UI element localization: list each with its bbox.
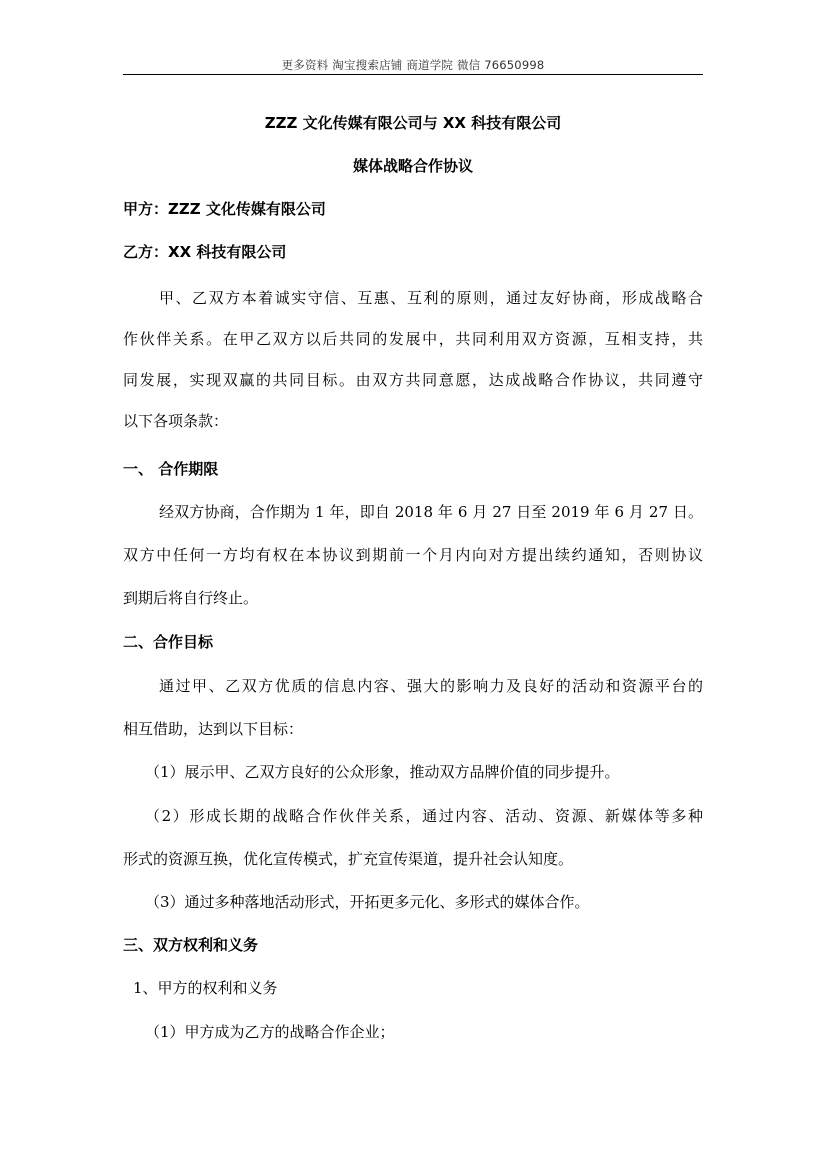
intro-line-1: 甲、乙双方本着诚实守信、互惠、互利的原则，通过友好协商，形成战略合 (159, 289, 703, 307)
party-a: 甲方：ZZZ 文化传媒有限公司 (123, 200, 326, 218)
section-3-heading: 三、双方权利和义务 (123, 936, 259, 954)
goal-2-line-1: （2）形成长期的战略合作伙伴关系，通过内容、活动、资源、新媒体等多种 (145, 807, 703, 825)
section-1-line-1: 经双方协商，合作期为 1 年，即自 2018 年 6 月 27 日至 2019 年 6 月 27 日。 (159, 503, 703, 521)
intro-line-2: 作伙伴关系。在甲乙双方以后共同的发展中，共同利用双方资源，互相支持，共 (123, 330, 703, 348)
goal-3: （3）通过多种落地活动形式，开拓更多元化、多形式的媒体合作。 (145, 893, 590, 911)
section-3-item-1: （1）甲方成为乙方的战略合作企业； (145, 1023, 395, 1041)
section-2-heading: 二、合作目标 (123, 633, 214, 651)
section-1-line-2: 双方中任何一方均有权在本协议到期前一个月内向对方提出续约通知，否则协议 (123, 546, 703, 564)
header-divider (123, 74, 703, 75)
party-b: 乙方：XX 科技有限公司 (123, 243, 287, 261)
intro-line-3: 同发展，实现双赢的共同目标。由双方共同意愿，达成战略合作协议，共同遵守 (123, 371, 703, 389)
section-2-line-1: 通过甲、乙双方优质的信息内容、强大的影响力及良好的活动和资源平台的 (159, 677, 703, 695)
goal-1: （1）展示甲、乙双方良好的公众形象，推动双方品牌价值的同步提升。 (145, 763, 620, 781)
document-title-line1: ZZZ 文化传媒有限公司与 XX 科技有限公司 (264, 114, 562, 132)
section-2-line-2: 相互借助，达到以下目标： (123, 720, 304, 738)
goal-2-line-2: 形式的资源互换，优化宣传模式，扩充宣传渠道，提升社会认知度。 (123, 850, 574, 868)
intro-line-4: 以下各项条款： (123, 412, 229, 430)
document-title-line2: 媒体战略合作协议 (352, 157, 473, 175)
page-header: 更多资料 淘宝搜索店铺 商道学院 微信 76650998 (281, 58, 545, 72)
section-3-subheading: 1、甲方的权利和义务 (133, 979, 278, 997)
section-1-heading: 一、 合作期限 (123, 460, 219, 478)
section-1-line-3: 到期后将自行终止。 (123, 589, 259, 607)
